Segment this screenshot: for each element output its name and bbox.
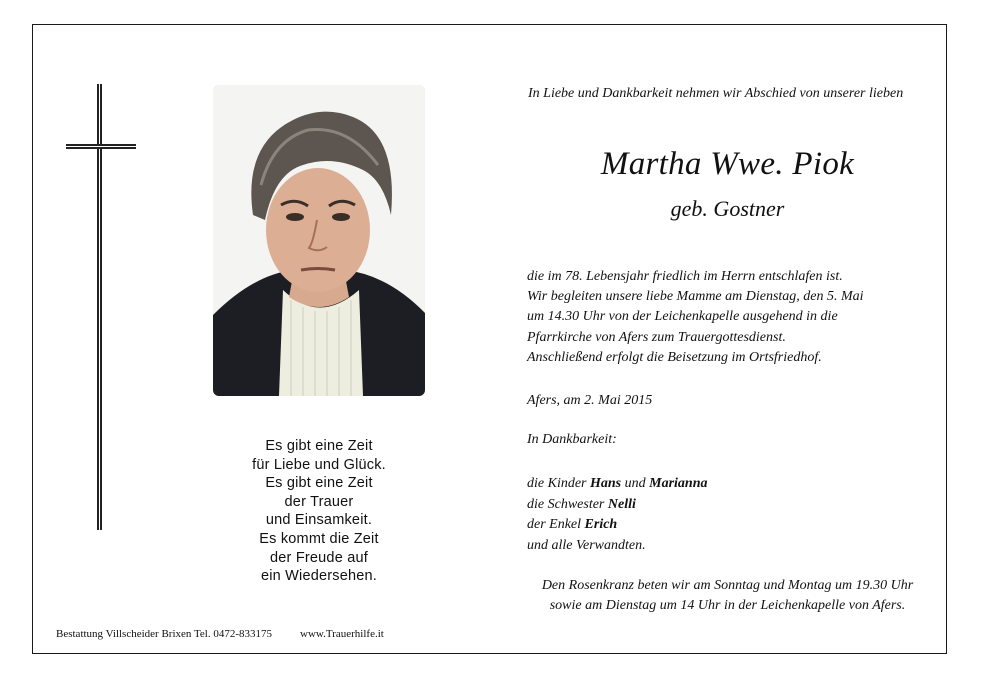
poem-line: ein Wiedersehen. <box>260 568 378 585</box>
portrait-illustration <box>213 85 425 396</box>
announcement-line: Pfarrkirche von Afers zum Trauergottesdienst. <box>527 329 786 345</box>
poem-line: der Trauer <box>284 493 354 510</box>
poem-line: Es kommt die Zeit <box>259 530 379 547</box>
poem-line: für Liebe und Glück. <box>252 456 386 473</box>
rosary-line: Den Rosenkranz beten wir am Sonntag und Montag um 19.30 Uhr <box>541 578 914 593</box>
cross-vertical-beam <box>97 84 102 530</box>
poem-line: der Freude auf <box>270 549 368 566</box>
poem-line: Es gibt eine Zeit <box>265 475 373 492</box>
poem-line: Es gibt eine Zeit <box>265 438 373 454</box>
announcement-line: Wir begleiten unsere liebe Mamme am Dienstag, den 5. Mai <box>527 289 864 305</box>
cross-horizontal-beam <box>66 144 136 149</box>
announcement-line: die im 78. Lebensjahr friedlich im Herrn entschlafen ist. <box>527 269 843 284</box>
mourner-line: die Kinder Hans und Marianna <box>527 476 708 491</box>
announcement-line: Anschließend erfolgt die Beisetzung im Ortsfriedhof. <box>527 349 822 365</box>
mourner-line: die Schwester Nelli <box>527 496 636 512</box>
funeral-announcement <box>527 267 927 368</box>
mourners-list <box>527 474 707 556</box>
poem-line: und Einsamkeit. <box>265 512 373 529</box>
thanks-heading: In Dankbarkeit: <box>527 432 617 447</box>
rosary-notice <box>520 576 935 615</box>
rosary-line: sowie am Dienstag um 14 Uhr in der Leichenkapelle von Afers. <box>549 597 906 613</box>
mourner-line: der Enkel Erich <box>527 517 618 533</box>
deceased-name: Martha Wwe. Piok <box>600 146 855 182</box>
portrait-photo <box>213 85 425 396</box>
undertaker-info: Bestattung Villscheider Brixen Tel. 0472-833175 <box>56 628 272 640</box>
maiden-name: geb. Gostner <box>670 196 785 221</box>
intro-text: In Liebe und Dankbarkeit nehmen wir Abschied von unserer lieben <box>528 86 904 101</box>
announcement-line: um 14.30 Uhr von der Leichenkapelle ausgehend in die <box>527 309 838 325</box>
mourner-line: und alle Verwandten. <box>527 537 646 553</box>
memorial-poem <box>213 437 425 586</box>
website-link[interactable]: www.Trauerhilfe.it <box>300 628 384 640</box>
place-date: Afers, am 2. Mai 2015 <box>527 393 653 408</box>
